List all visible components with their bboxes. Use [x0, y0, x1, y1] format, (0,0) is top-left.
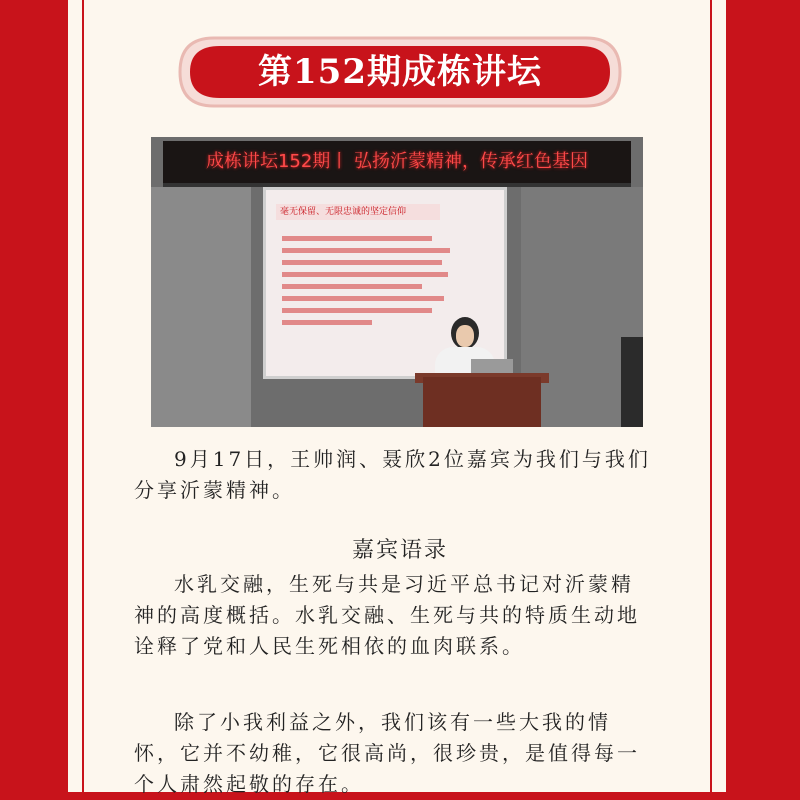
door: [621, 337, 643, 427]
section-heading: 嘉宾语录: [351, 538, 448, 563]
quote-paragraph: 水乳交融，生死与共是习近平总书记对沂蒙精神的高度概括。水乳交融、生死与共的特质生动地诠释了党和人民生死相依的血肉联系。: [134, 572, 640, 658]
quote-paragraph: 除了小我利益之外，我们该有一些大我的情怀，它并不幼稚，它很高尚，很珍贵，是值得每一个人肃然起敬的存在。: [134, 710, 640, 796]
led-sign: [163, 141, 631, 187]
title-banner: [176, 34, 624, 110]
led-sign-text: 成栋讲坛152期丨 弘扬沂蒙精神，传承红色基因: [205, 151, 589, 172]
wall: [151, 187, 251, 427]
event-photo: [151, 137, 643, 427]
page-title: 第152期成栋讲坛: [258, 52, 542, 92]
speaker-face: [456, 325, 474, 347]
screen-heading: 毫无保留、无限忠诚的坚定信仰: [276, 204, 440, 220]
intro-paragraph: 9月17日，王帅润、聂欣2位嘉宾为我们与我们分享沂蒙精神。: [134, 447, 651, 502]
podium: [423, 377, 541, 427]
screen-text-lines: [282, 236, 452, 332]
